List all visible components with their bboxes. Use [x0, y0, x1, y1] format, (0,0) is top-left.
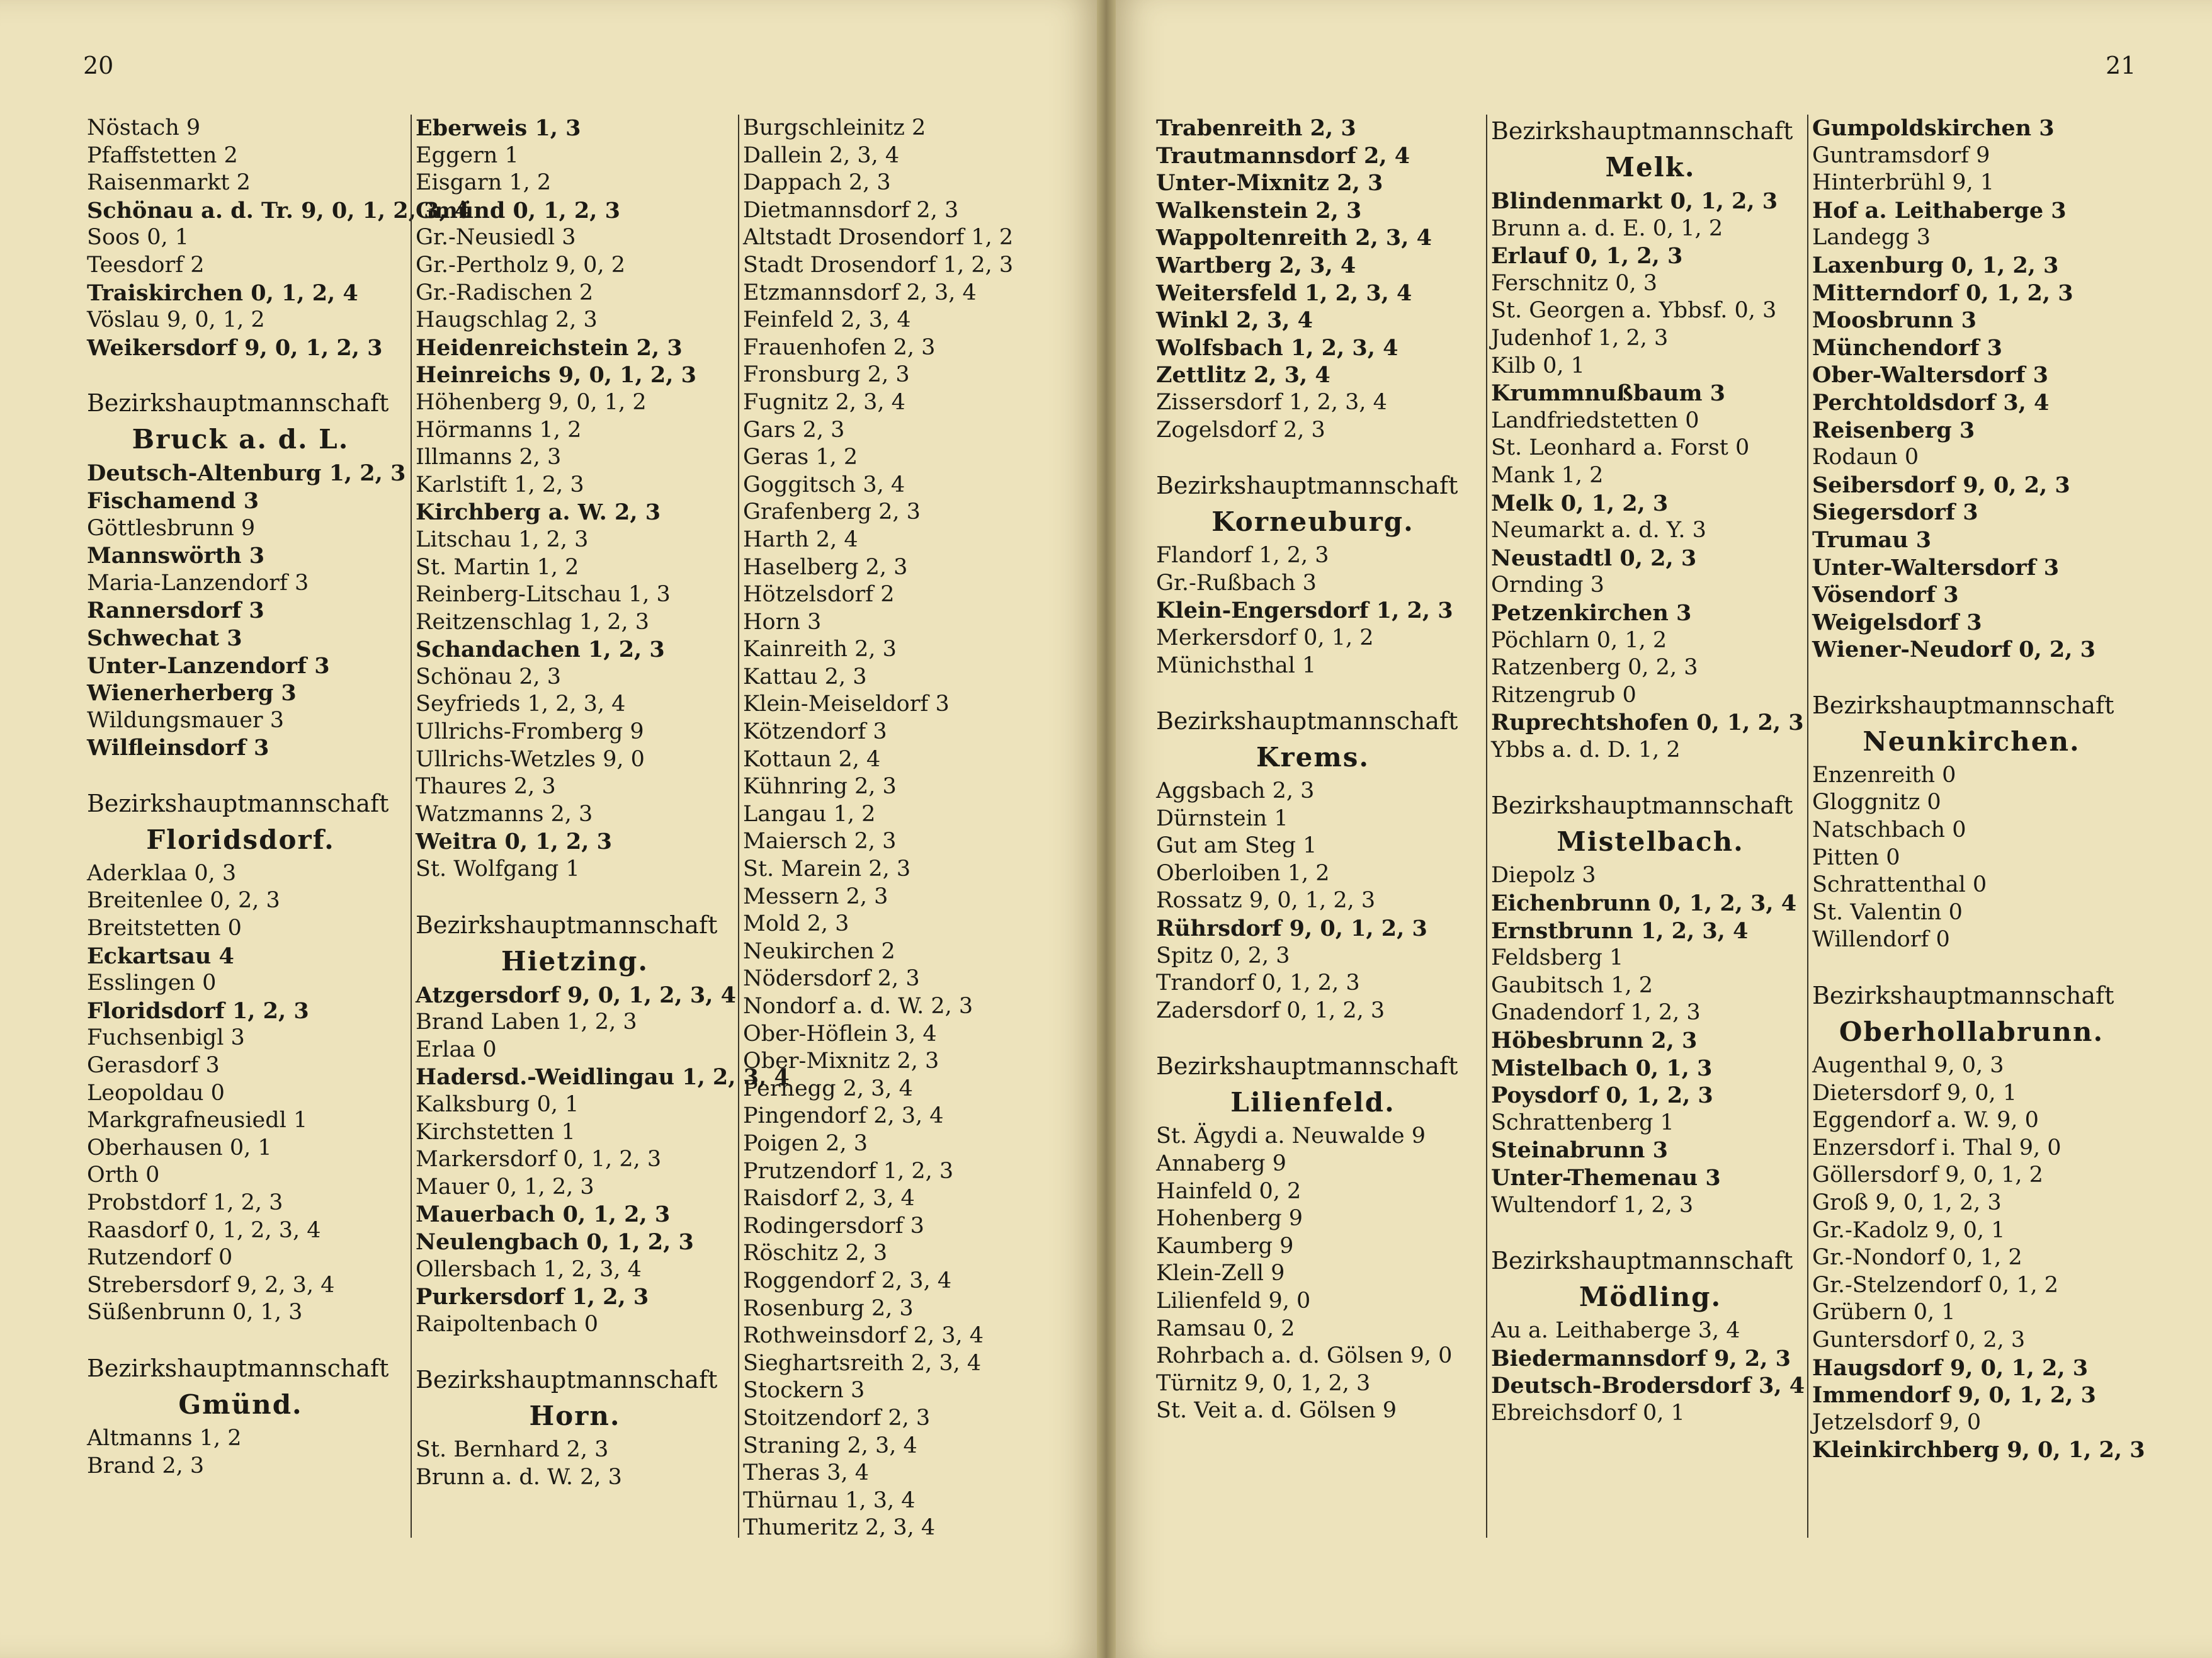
- list-item: Purkersdorf 1, 2, 3: [416, 1284, 649, 1310]
- list-item: Nondorf a. d. W. 2, 3: [743, 994, 973, 1019]
- list-item: Orth 0: [87, 1162, 160, 1188]
- list-item: Willendorf 0: [1812, 927, 1950, 953]
- section-heading: Bezirkshauptmannschaft: [87, 789, 389, 817]
- section-spacer: [1152, 1025, 1473, 1050]
- list-item: Gmünd 0, 1, 2, 3: [416, 197, 620, 224]
- list-item: Annaberg 9: [1156, 1151, 1286, 1177]
- list-item: Steinabrunn 3: [1491, 1137, 1668, 1164]
- list-item: Kirchberg a. W. 2, 3: [416, 499, 661, 526]
- list-item: Wappoltenreith 2, 3, 4: [1156, 225, 1432, 251]
- list-item: Nödersdorf 2, 3: [743, 966, 920, 992]
- list-item: St. Martin 1, 2: [416, 554, 579, 580]
- list-item: Unter-Lanzendorf 3: [87, 652, 330, 679]
- list-item: Trabenreith 2, 3: [1156, 115, 1356, 141]
- district-title: Gmünd.: [178, 1388, 303, 1420]
- list-item: Trautmannsdorf 2, 4: [1156, 142, 1410, 169]
- district-title: Melk.: [1605, 152, 1696, 183]
- list-item: Feldsberg 1: [1491, 945, 1624, 971]
- section-heading: Bezirkshauptmannschaft: [1156, 707, 1458, 735]
- list-item: Au a. Leithaberge 3, 4: [1491, 1318, 1740, 1344]
- list-item: Trumau 3: [1812, 526, 1932, 553]
- list-item: Brand 2, 3: [87, 1453, 205, 1479]
- list-item: Maiersch 2, 3: [743, 829, 897, 855]
- list-item: Vöslau 9, 0, 1, 2: [87, 307, 265, 333]
- list-item: Pfaffstetten 2: [87, 142, 238, 168]
- list-item: Heidenreichstein 2, 3: [416, 334, 683, 361]
- section-spacer: [412, 883, 738, 909]
- list-item: Watzmanns 2, 3: [416, 801, 593, 827]
- list-item: Pernegg 2, 3, 4: [743, 1076, 913, 1101]
- list-item: Stockern 3: [743, 1378, 865, 1404]
- section-heading: Bezirkshauptmannschaft: [1812, 691, 2114, 719]
- list-item: Fischamend 3: [87, 487, 259, 514]
- list-item: Perchtoldsdorf 3, 4: [1812, 389, 2050, 416]
- list-item: Probstdorf 1, 2, 3: [87, 1190, 283, 1215]
- list-item: Raisdorf 2, 3, 4: [743, 1186, 915, 1212]
- list-item: Ebreichsdorf 0, 1: [1491, 1400, 1685, 1426]
- list-item: Haugsdorf 9, 0, 1, 2, 3: [1812, 1354, 2089, 1381]
- list-item: Kottaun 2, 4: [743, 746, 881, 772]
- list-item: Goggitsch 3, 4: [743, 472, 905, 497]
- list-item: Judenhof 1, 2, 3: [1491, 325, 1669, 351]
- list-item: St. Veit a. d. Gölsen 9: [1156, 1398, 1397, 1424]
- list-item: St. Bernhard 2, 3: [416, 1437, 609, 1463]
- list-item: Feinfeld 2, 3, 4: [743, 307, 911, 333]
- list-item: Schönau a. d. Tr. 9, 0, 1, 2, 3, 4: [87, 197, 470, 224]
- list-item: Gr.-Neusiedl 3: [416, 225, 576, 251]
- list-item: Kühnring 2, 3: [743, 774, 897, 800]
- list-item: Ullrichs-Wetzles 9, 0: [416, 746, 645, 772]
- district-title: Oberhollabrunn.: [1839, 1016, 2104, 1048]
- section-spacer: [83, 762, 398, 787]
- list-item: Kilb 0, 1: [1491, 353, 1585, 378]
- list-item: Diepolz 3: [1491, 863, 1596, 889]
- list-item: Münichsthal 1: [1156, 652, 1317, 678]
- list-item: Reitzenschlag 1, 2, 3: [416, 609, 650, 635]
- list-item: Ybbs a. d. D. 1, 2: [1491, 737, 1681, 763]
- list-item: Prutzendorf 1, 2, 3: [743, 1158, 954, 1184]
- list-item: Dürnstein 1: [1156, 805, 1288, 831]
- list-item: Blindenmarkt 0, 1, 2, 3: [1491, 188, 1778, 214]
- list-item: Etzmannsdorf 2, 3, 4: [743, 280, 977, 305]
- list-item: Wildungsmauer 3: [87, 707, 285, 733]
- list-item: Maria-Lanzendorf 3: [87, 570, 309, 596]
- list-item: Reinberg-Litschau 1, 3: [416, 582, 671, 608]
- list-item: Breitstetten 0: [87, 916, 242, 941]
- list-item: Ober-Höflein 3, 4: [743, 1021, 937, 1047]
- column: [738, 115, 1078, 1541]
- section-spacer: [1808, 954, 2135, 979]
- list-item: Fugnitz 2, 3, 4: [743, 389, 905, 415]
- section-heading: Bezirkshauptmannschaft: [1156, 1052, 1458, 1081]
- list-item: Schrattenberg 1: [1491, 1110, 1674, 1135]
- list-item: Eggern 1: [416, 142, 519, 168]
- list-item: Erlaa 0: [416, 1036, 497, 1062]
- list-item: Ramsau 0, 2: [1156, 1315, 1295, 1341]
- list-item: Wienerherberg 3: [87, 680, 297, 707]
- district-title: Bruck a. d. L.: [132, 424, 349, 455]
- list-item: Rutzendorf 0: [87, 1245, 233, 1271]
- list-item: Ober-Waltersdorf 3: [1812, 362, 2048, 389]
- list-item: Gr.-Radischen 2: [416, 280, 594, 305]
- list-item: Immendorf 9, 0, 1, 2, 3: [1812, 1382, 2096, 1409]
- list-item: Gr.-Nondorf 0, 1, 2: [1812, 1245, 2022, 1271]
- list-item: Gr.-Kadolz 9, 0, 1: [1812, 1217, 2005, 1243]
- list-item: Seibersdorf 9, 0, 2, 3: [1812, 472, 2070, 498]
- list-item: Zadersdorf 0, 1, 2, 3: [1156, 997, 1385, 1023]
- list-item: Schwechat 3: [87, 625, 242, 651]
- list-item: Weitersfeld 1, 2, 3, 4: [1156, 280, 1412, 306]
- list-item: Brunn a. d. E. 0, 1, 2: [1491, 215, 1723, 241]
- list-item: Zogelsdorf 2, 3: [1156, 417, 1325, 443]
- page-number: 20: [83, 52, 114, 79]
- list-item: Pingendorf 2, 3, 4: [743, 1103, 944, 1129]
- list-item: Dietersdorf 9, 0, 1: [1812, 1080, 2017, 1106]
- list-item: Straning 2, 3, 4: [743, 1433, 917, 1458]
- column: [1807, 115, 2145, 1538]
- list-item: Rodingersdorf 3: [743, 1213, 924, 1239]
- column: [1152, 115, 1473, 1538]
- list-item: Brunn a. d. W. 2, 3: [416, 1464, 622, 1490]
- list-item: Langau 1, 2: [743, 801, 876, 827]
- list-item: Gr.-Pertholz 9, 0, 2: [416, 252, 625, 278]
- list-item: Neustadtl 0, 2, 3: [1491, 545, 1697, 571]
- list-item: Gut am Steg 1: [1156, 833, 1317, 859]
- list-item: Rothweinsdorf 2, 3, 4: [743, 1323, 984, 1349]
- section-spacer: [1152, 444, 1473, 469]
- list-item: Wartberg 2, 3, 4: [1156, 252, 1356, 278]
- list-item: Krummnußbaum 3: [1491, 380, 1726, 407]
- district-title: Krems.: [1256, 742, 1370, 773]
- list-item: Karlstift 1, 2, 3: [416, 472, 584, 497]
- list-item: Dietmannsdorf 2, 3: [743, 197, 959, 223]
- list-item: Thürnau 1, 3, 4: [743, 1487, 916, 1513]
- section-spacer: [1808, 664, 2135, 689]
- section-heading: Bezirkshauptmannschaft: [1812, 982, 2114, 1010]
- list-item: Groß 9, 0, 1, 2, 3: [1812, 1190, 2002, 1215]
- list-item: Natschbach 0: [1812, 817, 1966, 843]
- list-item: Röschitz 2, 3: [743, 1241, 888, 1266]
- list-item: Hadersd.-Weidlingau 1, 2, 3, 4: [416, 1064, 790, 1091]
- list-item: Illmanns 2, 3: [416, 445, 562, 470]
- list-item: Ritzengrub 0: [1491, 682, 1636, 708]
- list-item: St. Georgen a. Ybbsf. 0, 3: [1491, 298, 1777, 324]
- list-item: Rohrbach a. d. Gölsen 9, 0: [1156, 1343, 1453, 1369]
- list-item: Roggendorf 2, 3, 4: [743, 1268, 952, 1293]
- list-item: Neukirchen 2: [743, 938, 895, 964]
- list-item: Stoitzendorf 2, 3: [743, 1405, 931, 1431]
- list-item: Jetzelsdorf 9, 0: [1812, 1409, 1982, 1435]
- list-item: Traiskirchen 0, 1, 2, 4: [87, 280, 358, 306]
- list-item: Eckartsau 4: [87, 943, 234, 969]
- list-item: Raipoltenbach 0: [416, 1311, 599, 1337]
- list-item: Pitten 0: [1812, 844, 1900, 870]
- list-item: Seyfrieds 1, 2, 3, 4: [416, 691, 626, 717]
- list-item: Esslingen 0: [87, 970, 217, 996]
- list-item: Enzenreith 0: [1812, 762, 1956, 788]
- list-item: Oberloiben 1, 2: [1156, 860, 1330, 886]
- list-item: Eisgarn 1, 2: [416, 170, 552, 196]
- list-item: Neulengbach 0, 1, 2, 3: [416, 1229, 694, 1255]
- section-heading: Bezirkshauptmannschaft: [416, 911, 718, 939]
- list-item: Dallein 2, 3, 4: [743, 142, 900, 168]
- list-item: Ornding 3: [1491, 572, 1604, 598]
- list-item: Gumpoldskirchen 3: [1812, 115, 2055, 141]
- list-item: Mauerbach 0, 1, 2, 3: [416, 1201, 671, 1228]
- list-item: Gloggnitz 0: [1812, 790, 1941, 815]
- list-item: Eberweis 1, 3: [416, 115, 581, 141]
- list-item: Messern 2, 3: [743, 883, 888, 909]
- list-item: Stadt Drosendorf 1, 2, 3: [743, 252, 1014, 278]
- list-item: Winkl 2, 3, 4: [1156, 307, 1313, 334]
- list-item: Ferschnitz 0, 3: [1491, 270, 1658, 296]
- list-item: Klein-Engersdorf 1, 2, 3: [1156, 598, 1453, 624]
- list-item: Rannersdorf 3: [87, 598, 264, 624]
- district-title: Korneuburg.: [1211, 506, 1414, 538]
- district-title: Hietzing.: [501, 945, 649, 977]
- list-item: Petzenkirchen 3: [1491, 599, 1692, 626]
- list-item: Haselberg 2, 3: [743, 554, 908, 580]
- list-item: Süßenbrunn 0, 1, 3: [87, 1300, 303, 1326]
- list-item: Gaubitsch 1, 2: [1491, 972, 1653, 998]
- list-item: Hainfeld 0, 2: [1156, 1178, 1302, 1204]
- list-item: Schrattenthal 0: [1812, 872, 1987, 898]
- list-item: Gerasdorf 3: [87, 1053, 220, 1079]
- list-item: Dappach 2, 3: [743, 170, 891, 196]
- list-item: Altstadt Drosendorf 1, 2: [743, 225, 1014, 251]
- list-item: Kleinkirchberg 9, 0, 1, 2, 3: [1812, 1437, 2145, 1463]
- list-item: Ollersbach 1, 2, 3, 4: [416, 1256, 642, 1282]
- list-item: Kirchstetten 1: [416, 1119, 576, 1145]
- list-item: Thaures 2, 3: [416, 774, 556, 800]
- list-item: Leopoldau 0: [87, 1080, 225, 1106]
- list-item: Rührsdorf 9, 0, 1, 2, 3: [1156, 916, 1427, 942]
- list-item: Nöstach 9: [87, 115, 201, 140]
- list-item: Hötzelsdorf 2: [743, 582, 895, 608]
- section-spacer: [83, 1327, 398, 1352]
- list-item: Hof a. Leithaberge 3: [1812, 197, 2067, 224]
- list-item: Kainreith 2, 3: [743, 637, 897, 662]
- list-item: Theras 3, 4: [743, 1460, 870, 1486]
- list-item: Mold 2, 3: [743, 911, 849, 937]
- list-item: Fronsburg 2, 3: [743, 362, 910, 388]
- list-item: Ernstbrunn 1, 2, 3, 4: [1491, 917, 1749, 944]
- list-item: Melk 0, 1, 2, 3: [1491, 490, 1669, 516]
- list-item: Gr.-Rußbach 3: [1156, 570, 1317, 596]
- list-item: Rosenburg 2, 3: [743, 1295, 914, 1321]
- list-item: Lilienfeld 9, 0: [1156, 1288, 1311, 1314]
- list-item: Augenthal 9, 0, 3: [1812, 1053, 2004, 1079]
- section-heading: Bezirkshauptmannschaft: [1491, 117, 1793, 145]
- list-item: Göttlesbrunn 9: [87, 515, 256, 541]
- list-item: Grübern 0, 1: [1812, 1300, 1956, 1326]
- district-title: Horn.: [529, 1400, 621, 1432]
- list-item: Poigen 2, 3: [743, 1130, 868, 1156]
- list-item: Vösendorf 3: [1812, 582, 1959, 608]
- list-item: Weikersdorf 9, 0, 1, 2, 3: [87, 334, 383, 361]
- list-item: Moosbrunn 3: [1812, 307, 1977, 334]
- list-item: Höhenberg 9, 0, 1, 2: [416, 389, 647, 415]
- list-item: St. Valentin 0: [1812, 899, 1963, 925]
- section-spacer: [1487, 1219, 1813, 1244]
- list-item: Spitz 0, 2, 3: [1156, 943, 1290, 968]
- list-item: Guntramsdorf 9: [1812, 142, 1990, 168]
- list-item: Brand Laben 1, 2, 3: [416, 1009, 637, 1035]
- section-spacer: [1152, 679, 1473, 705]
- book-gutter: [1097, 0, 1116, 1658]
- list-item: Siegersdorf 3: [1812, 499, 1978, 526]
- list-item: Zettlitz 2, 3, 4: [1156, 362, 1330, 389]
- list-item: Ratzenberg 0, 2, 3: [1491, 655, 1698, 681]
- list-item: Mitterndorf 0, 1, 2, 3: [1812, 280, 2073, 306]
- list-item: Weitra 0, 1, 2, 3: [416, 829, 613, 855]
- list-item: Merkersdorf 0, 1, 2: [1156, 625, 1374, 650]
- list-item: Breitenlee 0, 2, 3: [87, 888, 280, 914]
- page-number: 21: [2106, 52, 2136, 79]
- list-item: Türnitz 9, 0, 1, 2, 3: [1156, 1370, 1371, 1396]
- list-item: Enzersdorf i. Thal 9, 0: [1812, 1135, 2062, 1161]
- list-item: Aderklaa 0, 3: [87, 860, 237, 886]
- list-item: Fuchsenbigl 3: [87, 1025, 245, 1051]
- list-item: Unter-Themenau 3: [1491, 1165, 1721, 1191]
- list-item: Floridsdorf 1, 2, 3: [87, 997, 309, 1024]
- list-item: Göllersdorf 9, 0, 1, 2: [1812, 1162, 2043, 1188]
- left-page: [0, 0, 1097, 1658]
- column: [1486, 115, 1813, 1538]
- list-item: Reisenberg 3: [1812, 417, 1975, 443]
- list-item: Landegg 3: [1812, 225, 1931, 251]
- list-item: Kaumberg 9: [1156, 1233, 1294, 1259]
- list-item: Guntersdorf 0, 2, 3: [1812, 1327, 2026, 1353]
- list-item: Mannswörth 3: [87, 543, 265, 569]
- list-item: Kattau 2, 3: [743, 664, 867, 690]
- list-item: Gnadendorf 1, 2, 3: [1491, 1000, 1701, 1026]
- list-item: Raasdorf 0, 1, 2, 3, 4: [87, 1217, 321, 1243]
- list-item: Schönau 2, 3: [416, 664, 562, 690]
- list-item: Kalksburg 0, 1: [416, 1092, 579, 1117]
- list-item: Eichenbrunn 0, 1, 2, 3, 4: [1491, 890, 1797, 917]
- list-item: Hörmanns 1, 2: [416, 417, 582, 443]
- list-item: Rossatz 9, 0, 1, 2, 3: [1156, 888, 1376, 914]
- section-spacer: [412, 1338, 738, 1363]
- list-item: Geras 1, 2: [743, 445, 858, 470]
- list-item: St. Wolfgang 1: [416, 856, 580, 882]
- list-item: St. Marein 2, 3: [743, 856, 911, 882]
- list-item: Mauer 0, 1, 2, 3: [416, 1174, 594, 1200]
- list-item: Ober-Mixnitz 2, 3: [743, 1048, 939, 1074]
- list-item: Teesdorf 2: [87, 252, 205, 278]
- list-item: St. Leonhard a. Forst 0: [1491, 435, 1750, 461]
- list-item: Grafenberg 2, 3: [743, 499, 921, 525]
- section-spacer: [83, 361, 398, 387]
- list-item: Wilfleinsdorf 3: [87, 735, 269, 761]
- list-item: Mank 1, 2: [1491, 462, 1604, 488]
- list-item: Sieghartsreith 2, 3, 4: [743, 1350, 982, 1376]
- list-item: Laxenburg 0, 1, 2, 3: [1812, 252, 2059, 278]
- section-heading: Bezirkshauptmannschaft: [1491, 1247, 1793, 1275]
- list-item: Atzgersdorf 9, 0, 1, 2, 3, 4: [416, 982, 736, 1008]
- list-item: Wolfsbach 1, 2, 3, 4: [1156, 334, 1398, 361]
- list-item: Zissersdorf 1, 2, 3, 4: [1156, 389, 1387, 415]
- list-item: Horn 3: [743, 609, 822, 635]
- list-item: Ruprechtshofen 0, 1, 2, 3: [1491, 710, 1804, 736]
- list-item: Frauenhofen 2, 3: [743, 334, 936, 360]
- section-heading: Bezirkshauptmannschaft: [1156, 472, 1458, 500]
- list-item: Hinterbrühl 9, 1: [1812, 170, 1995, 196]
- list-item: Pöchlarn 0, 1, 2: [1491, 627, 1667, 653]
- list-item: Höbesbrunn 2, 3: [1491, 1028, 1698, 1054]
- list-item: Gr.-Stelzendorf 0, 1, 2: [1812, 1272, 2059, 1298]
- list-item: Klein-Meiseldorf 3: [743, 691, 950, 717]
- list-item: Hohenberg 9: [1156, 1206, 1303, 1232]
- list-item: Litschau 1, 2, 3: [416, 526, 589, 552]
- list-item: Unter-Waltersdorf 3: [1812, 554, 2060, 581]
- list-item: Ullrichs-Fromberg 9: [416, 719, 644, 745]
- list-item: Heinreichs 9, 0, 1, 2, 3: [416, 362, 696, 389]
- list-item: Münchendorf 3: [1812, 334, 2002, 361]
- list-item: Flandorf 1, 2, 3: [1156, 543, 1329, 569]
- list-item: Markgrafneusiedl 1: [87, 1108, 308, 1133]
- section-heading: Bezirkshauptmannschaft: [416, 1366, 718, 1394]
- list-item: Oberhausen 0, 1: [87, 1135, 272, 1161]
- right-page: [1116, 0, 2212, 1658]
- list-item: Klein-Zell 9: [1156, 1261, 1285, 1286]
- list-item: Deutsch-Altenburg 1, 2, 3: [87, 460, 406, 487]
- list-item: Weigelsdorf 3: [1812, 609, 1982, 635]
- list-item: Strebersdorf 9, 2, 3, 4: [87, 1272, 335, 1298]
- list-item: Raisenmarkt 2: [87, 170, 251, 196]
- list-item: Rodaun 0: [1812, 445, 1919, 470]
- district-title: Mödling.: [1579, 1281, 1722, 1313]
- list-item: Soos 0, 1: [87, 225, 189, 251]
- list-item: Harth 2, 4: [743, 526, 858, 552]
- section-heading: Bezirkshauptmannschaft: [1491, 792, 1793, 820]
- list-item: Walkenstein 2, 3: [1156, 197, 1362, 224]
- list-item: Trandorf 0, 1, 2, 3: [1156, 970, 1360, 996]
- section-spacer: [1487, 764, 1813, 789]
- list-item: Unter-Mixnitz 2, 3: [1156, 170, 1383, 196]
- list-item: Markersdorf 0, 1, 2, 3: [416, 1147, 662, 1173]
- list-item: Wiener-Neudorf 0, 2, 3: [1812, 637, 2096, 663]
- list-item: Thumeritz 2, 3, 4: [743, 1515, 936, 1541]
- list-item: Gars 2, 3: [743, 417, 845, 443]
- list-item: Deutsch-Brodersdorf 3, 4: [1491, 1373, 1805, 1399]
- list-item: Schandachen 1, 2, 3: [416, 637, 665, 663]
- section-heading: Bezirkshauptmannschaft: [87, 389, 389, 417]
- district-title: Mistelbach.: [1557, 826, 1744, 858]
- list-item: Altmanns 1, 2: [87, 1425, 242, 1451]
- list-item: Erlauf 0, 1, 2, 3: [1491, 243, 1683, 270]
- list-item: Kötzendorf 3: [743, 719, 887, 745]
- list-item: Haugschlag 2, 3: [416, 307, 598, 333]
- list-item: St. Ägydi a. Neuwalde 9: [1156, 1123, 1426, 1149]
- district-title: Neunkirchen.: [1863, 725, 2080, 757]
- list-item: Landfriedstetten 0: [1491, 407, 1699, 433]
- list-item: Burgschleinitz 2: [743, 115, 926, 140]
- list-item: Aggsbach 2, 3: [1156, 778, 1315, 804]
- list-item: Poysdorf 0, 1, 2, 3: [1491, 1082, 1713, 1109]
- list-item: Biedermannsdorf 9, 2, 3: [1491, 1345, 1791, 1371]
- list-item: Wultendorf 1, 2, 3: [1491, 1192, 1694, 1218]
- district-title: Floridsdorf.: [146, 824, 335, 855]
- list-item: Mistelbach 0, 1, 3: [1491, 1055, 1713, 1081]
- list-item: Neumarkt a. d. Y. 3: [1491, 518, 1706, 543]
- section-heading: Bezirkshauptmannschaft: [87, 1354, 389, 1382]
- district-title: Lilienfeld.: [1230, 1087, 1395, 1118]
- list-item: Eggendorf a. W. 9, 0: [1812, 1108, 2039, 1133]
